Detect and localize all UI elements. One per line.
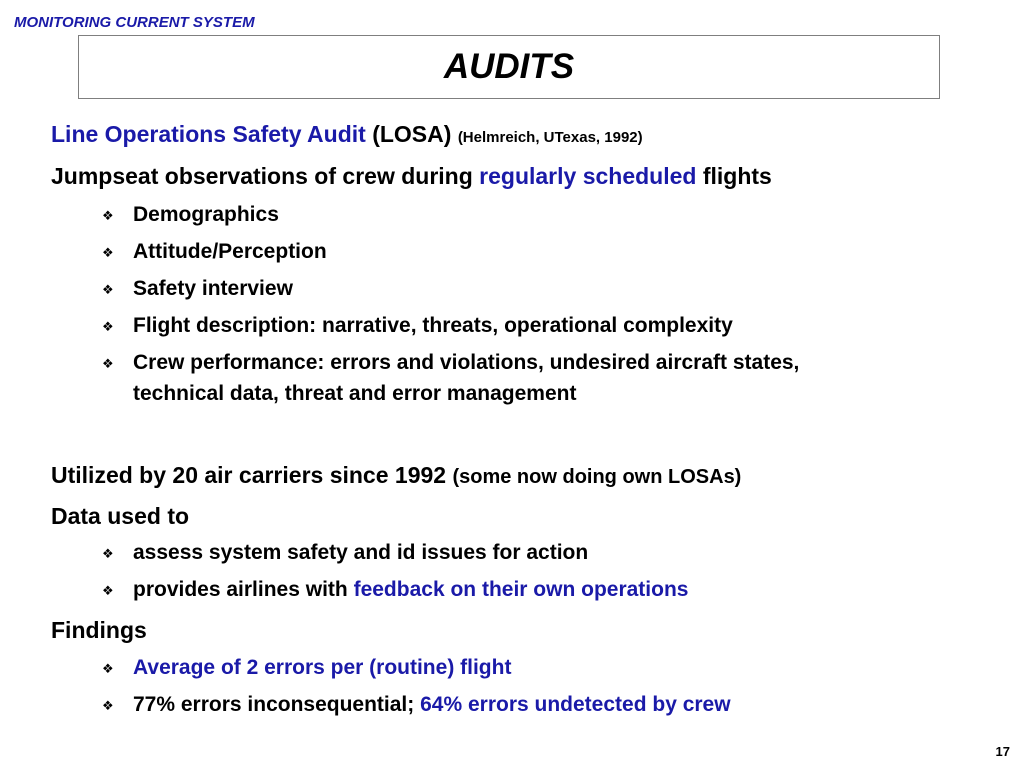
data-used-heading: Data used to	[51, 503, 190, 529]
jumpseat-line	[51, 163, 772, 190]
list-item	[133, 578, 688, 602]
losa-heading	[51, 121, 643, 148]
bullet-diamond-icon: ❖	[102, 546, 114, 561]
list-item	[133, 693, 731, 717]
utilized-line	[51, 462, 741, 489]
bullet-diamond-icon: ❖	[102, 356, 114, 371]
list-item: Demographics	[133, 203, 279, 226]
list-item: Average of 2 errors per (routine) flight	[133, 656, 512, 679]
jumpseat-highlight: regularly scheduled	[479, 163, 697, 189]
list-item-continuation: technical data, threat and error management	[133, 382, 577, 405]
title-box	[78, 35, 940, 99]
losa-abbr: (LOSA)	[372, 121, 452, 147]
bullet-diamond-icon: ❖	[102, 698, 114, 713]
feedback-prefix: provides airlines with	[133, 578, 348, 601]
bullet-diamond-icon: ❖	[102, 282, 114, 297]
bullet-diamond-icon: ❖	[102, 661, 114, 676]
section-label: MONITORING CURRENT SYSTEM	[14, 14, 255, 31]
errors-prefix: 77% errors inconsequential;	[133, 693, 415, 716]
list-item: Flight description: narrative, threats, operational complexity	[133, 314, 733, 337]
losa-citation: (Helmreich, UTexas, 1992)	[457, 129, 643, 146]
bullet-diamond-icon: ❖	[102, 208, 114, 223]
losa-name: Line Operations Safety Audit	[51, 121, 366, 147]
utilized-note: (some now doing own LOSAs)	[452, 466, 742, 488]
page-number: 17	[995, 744, 1010, 759]
bullet-diamond-icon: ❖	[102, 319, 114, 334]
list-item: Attitude/Perception	[133, 240, 327, 263]
list-item: assess system safety and id issues for action	[133, 541, 589, 564]
feedback-highlight: feedback on their own operations	[353, 578, 689, 601]
utilized-main: Utilized by 20 air carriers since 1992	[51, 462, 447, 488]
jumpseat-prefix: Jumpseat observations of crew during	[51, 163, 473, 189]
list-item: Safety interview	[133, 277, 293, 300]
slide-title: AUDITS	[443, 47, 575, 86]
list-item: Crew performance: errors and violations, undesired aircraft states,	[133, 351, 800, 374]
bullet-diamond-icon: ❖	[102, 583, 114, 598]
jumpseat-suffix: flights	[702, 163, 772, 189]
bullet-diamond-icon: ❖	[102, 245, 114, 260]
errors-highlight: 64% errors undetected by crew	[420, 693, 731, 716]
findings-heading: Findings	[51, 617, 147, 643]
